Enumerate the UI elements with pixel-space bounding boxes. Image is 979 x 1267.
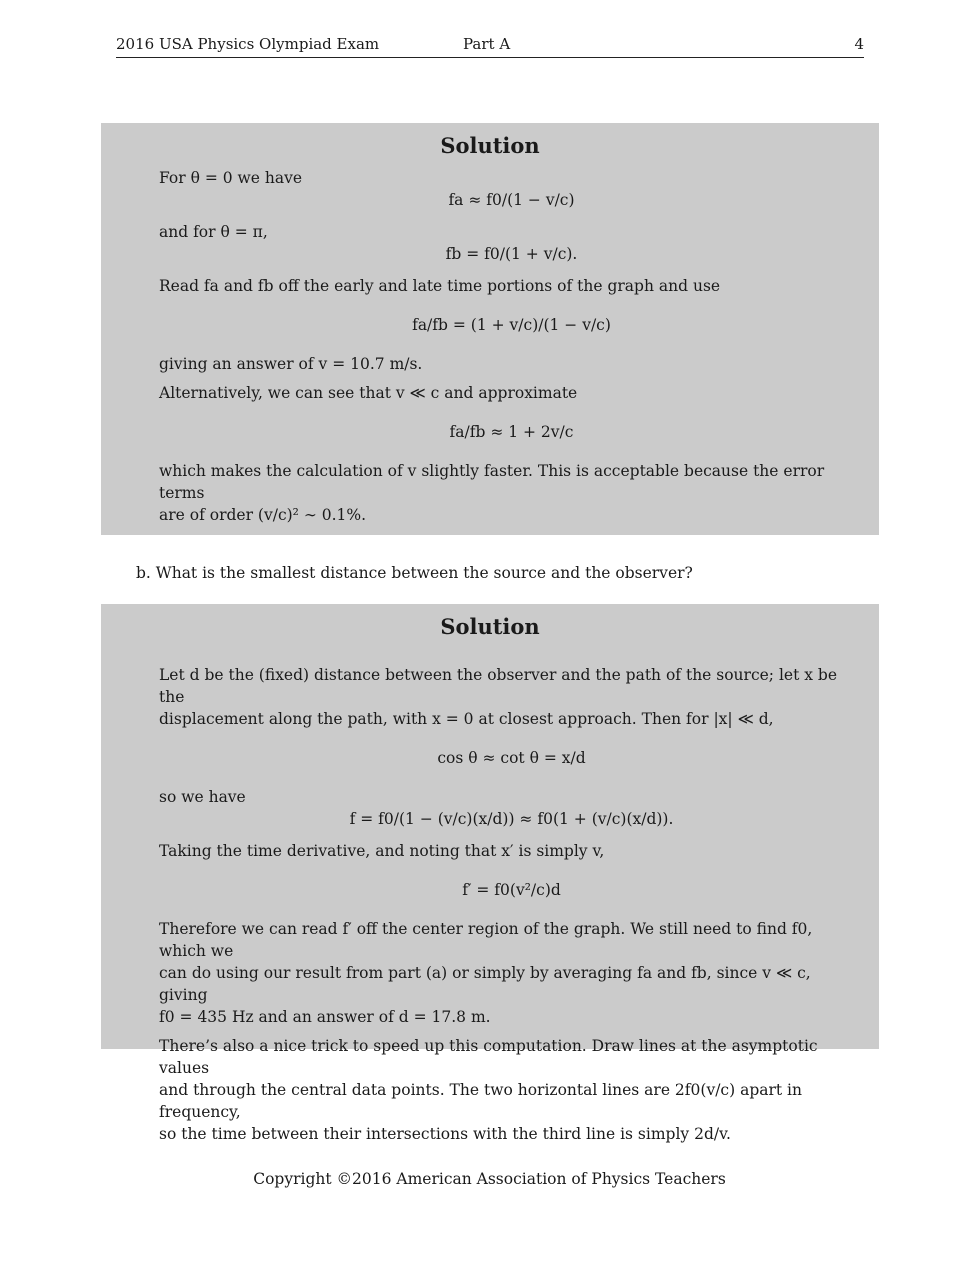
solution-text: are of order (v/c)² ∼ 0.1%. (159, 506, 367, 524)
solution-text: There’s also a nice trick to speed up this computation. Draw lines at the asymptotic values (159, 1037, 818, 1077)
equation: fb = f0/(1 + v/c). (445, 245, 578, 263)
solution-text: Read fa and fb off the early and late time portions of the graph and use (159, 277, 721, 295)
copyright-footer: Copyright ©2016 American Association of Physics Teachers (253, 1170, 726, 1188)
solution-text: so we have (159, 788, 246, 806)
page-header (116, 35, 864, 58)
solution-text: displacement along the path, with x = 0 at closest approach. Then for |x| ≪ d, (159, 710, 774, 728)
solution-text: Taking the time derivative, and noting that x′ is simply v, (159, 842, 605, 860)
question-b: b. What is the smallest distance between the source and the observer? (136, 564, 693, 582)
equation: f = f0/(1 − (v/c)(x/d)) ≈ f0(1 + (v/c)(x/d)). (349, 810, 674, 828)
solution-title: Solution (440, 614, 540, 639)
page-number: 4 (854, 35, 864, 53)
solution-text: and through the central data points. The two horizontal lines are 2f0(v/c) apart in frequency, (159, 1081, 802, 1121)
solution-text: f0 = 435 Hz and an answer of d = 17.8 m. (159, 1008, 491, 1026)
solution-text: and for θ = π, (159, 223, 268, 241)
solution-text: Let d be the (fixed) distance between the observer and the path of the source; let x be the (159, 666, 838, 706)
part-label: Part A (463, 35, 511, 53)
solution-text: For θ = 0 we have (159, 169, 303, 187)
solution-text: so the time between their intersections with the third line is simply 2d/v. (159, 1125, 731, 1143)
solution-box-a (101, 123, 879, 535)
solution-title: Solution (440, 133, 540, 158)
equation: fa ≈ f0/(1 − v/c) (448, 191, 575, 209)
solution-text: Therefore we can read f′ off the center region of the graph. We still need to find f0, which we (159, 920, 813, 960)
solution-text: can do using our result from part (a) or simply by averaging fa and fb, since v ≪ c, giving (159, 964, 811, 1004)
equation: fa/fb ≈ 1 + 2v/c (449, 423, 574, 441)
exam-title: 2016 USA Physics Olympiad Exam (116, 35, 380, 53)
solution-box-b (101, 604, 879, 1143)
equation: f′ = f0(v²/c)d (462, 881, 561, 899)
equation: fa/fb = (1 + v/c)/(1 − v/c) (412, 316, 611, 334)
solution-text: giving an answer of v = 10.7 m/s. (159, 355, 423, 373)
equation: cos θ ≈ cot θ = x/d (437, 749, 586, 767)
solution-text: which makes the calculation of v slightly faster. This is acceptable because the error terms (159, 462, 825, 502)
solution-text: Alternatively, we can see that v ≪ c and approximate (159, 384, 578, 402)
